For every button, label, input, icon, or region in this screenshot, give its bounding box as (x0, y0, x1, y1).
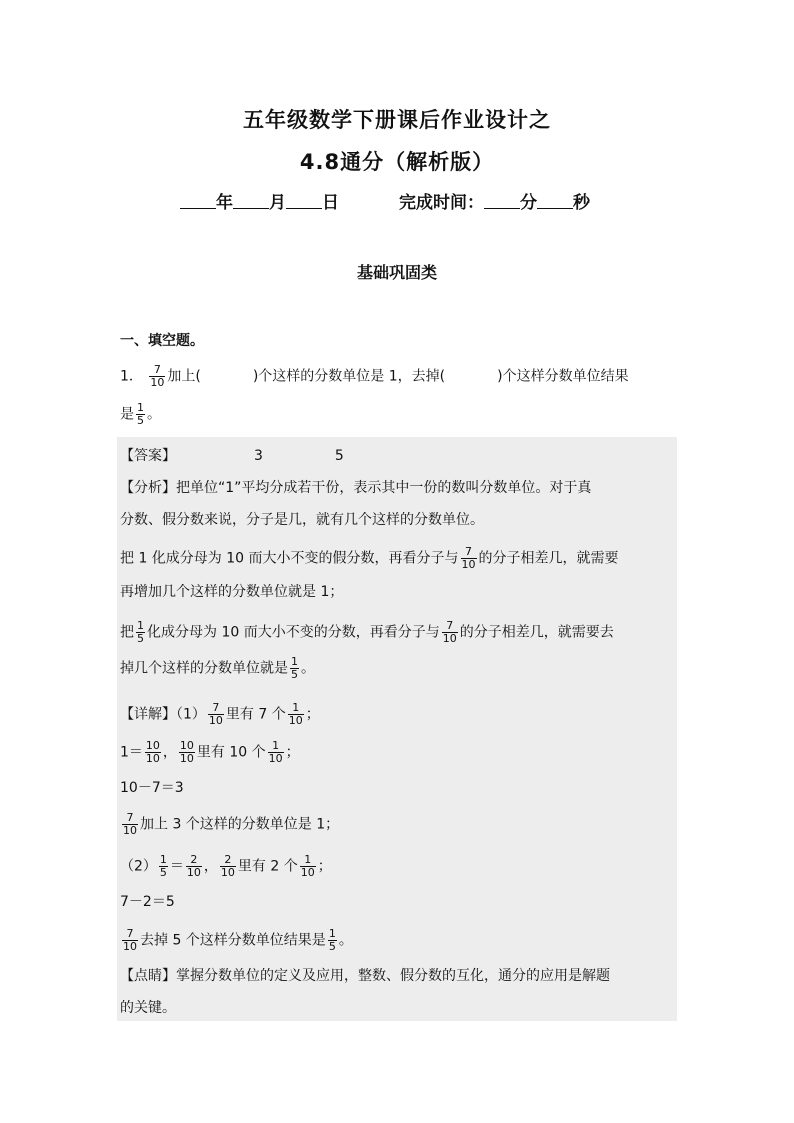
year-blank[interactable] (180, 194, 216, 209)
detail-line-4: $\frac{7}{10}$ 加上 3 个这样的分数单位是 1； (123, 811, 340, 837)
analysis-line-4: 再增加几个这样的分数单位就是 1； (120, 584, 344, 600)
section-title: 基础巩固类 (356, 263, 437, 282)
question-1-line-1: 1． $\frac{7}{10}$ 加上( )个这样的分数单位是 1，去掉( )个这样分数单位结果 (120, 363, 629, 389)
minute-label: 分 (520, 193, 537, 213)
question-number: 1． (120, 368, 143, 385)
fraction-7-10: $\frac{7}{10}$ (123, 927, 137, 953)
fraction-7-10: $\frac{7}{10}$ (123, 811, 137, 837)
fraction-7-10: $\frac{7}{10}$ (442, 619, 457, 645)
detail-line-3: 10－7＝3 (120, 780, 184, 796)
analysis-line-2: 分数、假分数来说，分子是几，就有几个这样的分数单位。 (120, 512, 484, 528)
comment-line-1: 【点睛】掌握分数单位的定义及应用，整数、假分数的互化，通分的应用是解题 (120, 968, 610, 984)
fraction-7-10: $\frac{7}{10}$ (461, 545, 476, 571)
document-title: 五年级数学下册课后作业设计之 (243, 108, 551, 132)
fraction-10-10: $\frac{10}{10}$ (145, 739, 160, 765)
fraction-1-5: $\frac{1}{5}$ (291, 655, 298, 681)
part-title: 一、填空题。 (120, 333, 204, 349)
time-label: 完成时间： (399, 193, 484, 213)
fraction-1-5: $\frac{1}{5}$ (137, 401, 144, 427)
answer-value-1: 3 (254, 448, 263, 464)
detail-line-1: 【详解】（1） $\frac{7}{10}$ 里有 7 个 $\frac{1}{10}$ ； (120, 701, 320, 727)
analysis-tag: 【分析】 (120, 480, 176, 496)
detail-tag: 【详解】 (120, 706, 176, 723)
fraction-7-10: $\frac{7}{10}$ (208, 701, 223, 727)
answer-tag: 【答案】 (120, 448, 176, 464)
fraction-1-5: $\frac{1}{5}$ (328, 927, 336, 953)
fraction-7-10: $\frac{7}{10}$ (150, 363, 165, 389)
day-label: 日 (322, 193, 339, 213)
detail-line-6: 7－2＝5 (120, 894, 175, 910)
analysis-line-5: 把 $\frac{1}{5}$ 化成分母为 10 而大小不变的分数，再看分子与 $\frac{7}{10}$ 的分子相差几，就需要去 (120, 619, 614, 645)
day-blank[interactable] (286, 194, 322, 209)
month-blank[interactable] (233, 194, 269, 209)
detail-line-5: （2） $\frac{1}{5}$ ＝ $\frac{2}{10}$ ， $\frac{2}{10}$ 里有 2 个 $\frac{1}{10}$ ； (120, 853, 332, 879)
analysis-line-6: 掉几个这样的分数单位就是 $\frac{1}{5}$ 。 (120, 655, 315, 681)
date-line (180, 188, 620, 213)
fraction-2-10: $\frac{2}{10}$ (186, 853, 201, 879)
month-label: 月 (269, 193, 286, 213)
detail-line-2: 1＝ $\frac{10}{10}$ ， $\frac{10}{10}$ 里有 10 个 $\frac{1}{10}$ ； (120, 739, 300, 765)
detail-line-7: $\frac{7}{10}$ 去掉 5 个这样分数单位结果是 $\frac{1}{5}$ 。 (123, 927, 353, 953)
fraction-1-10: $\frac{1}{10}$ (288, 701, 303, 727)
fraction-1-5: $\frac{1}{5}$ (137, 619, 144, 645)
analysis-line-3: 把 1 化成分母为 10 而大小不变的假分数，再看分子与 $\frac{7}{10}$ 的分子相差几，就需要 (120, 545, 619, 571)
second-blank[interactable] (537, 194, 573, 209)
fraction-1-10: $\frac{1}{10}$ (268, 739, 283, 765)
comment-tag: 【点睛】 (120, 968, 176, 984)
fraction-1-10: $\frac{1}{10}$ (300, 853, 315, 879)
second-label: 秒 (573, 193, 590, 213)
answer-line (120, 446, 344, 466)
comment-line-2: 的关键。 (120, 1000, 176, 1016)
question-1-line-2: 是 $\frac{1}{5}$ 。 (120, 401, 161, 427)
answer-value-2: 5 (334, 448, 344, 464)
analysis-line-1: 【分析】把单位“1”平均分成若干份，表示其中一份的数叫分数单位。对于真 (120, 480, 592, 496)
fraction-1-5: $\frac{1}{5}$ (159, 853, 167, 879)
year-label: 年 (216, 193, 233, 213)
minute-blank[interactable] (484, 194, 520, 209)
fraction-10-10: $\frac{10}{10}$ (179, 739, 194, 765)
fraction-2-10: $\frac{2}{10}$ (220, 853, 235, 879)
document-subtitle: 4.8通分（解析版） (299, 150, 495, 174)
